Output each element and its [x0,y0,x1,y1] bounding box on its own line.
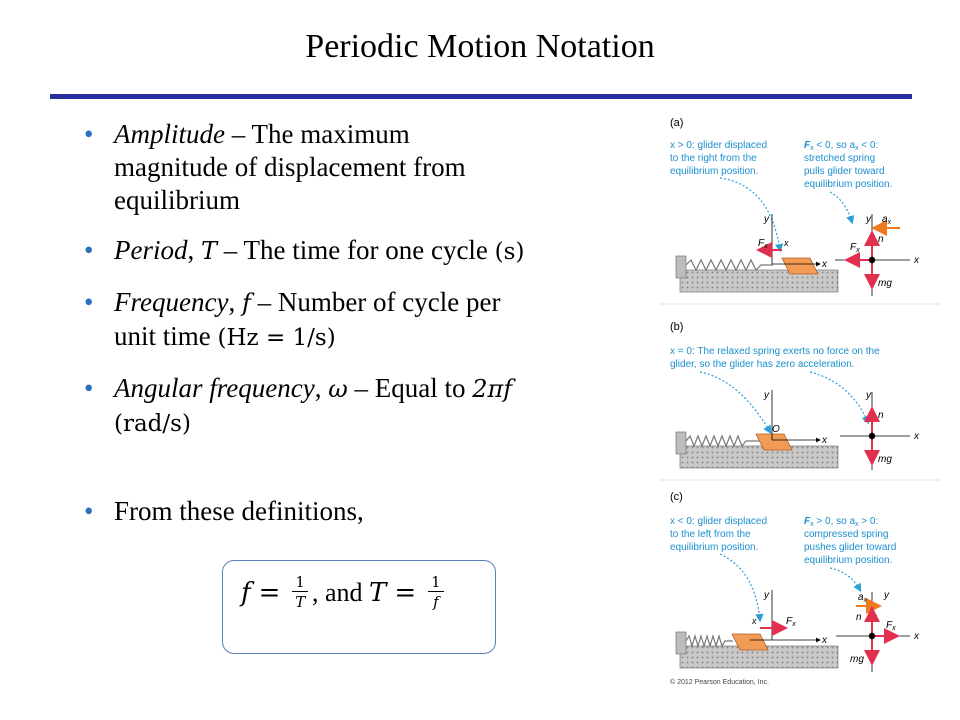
panel-c-fbd-x-label: x [914,631,919,642]
panel-a-note-left-3: equilibrium position. [670,166,759,177]
panel-a-n-label: n [878,234,884,245]
panel-c-fbd-fx-label: $F_x$ [886,620,896,632]
panel-b-fbd-x-label: x [914,431,919,442]
amplitude-def-2: magnitude of displacement from [114,152,466,182]
fraction-1-over-T [292,573,308,612]
panel-a-note-left-1: x > 0: glider displaced [670,140,768,151]
panel-a-fbd-fx-label: $F_x$ [850,242,860,254]
panel-a-note-right-2: stretched spring [804,153,876,164]
formula-T: T [369,577,387,608]
formula-equals-2: = [394,577,417,608]
panel-c-spring [686,636,733,646]
bullet-definitions [84,495,644,528]
panel-c-x-label: x [822,635,827,646]
panel-b-label: (b) [670,321,684,333]
formula-f: f [241,577,251,608]
frequency-def-2: unit time [114,321,218,351]
term-frequency: Frequency [114,287,229,317]
panel-a-wall [676,256,686,278]
panel-a-callout-right [830,192,852,222]
panel-b-y-label: y [764,390,769,401]
panel-b-note-1: x = 0: The relaxed spring exerts no force on the [670,346,880,357]
definitions-text: From these definitions, [114,496,364,526]
panel-c-note-left-3: equilibrium position. [670,542,759,553]
bullet-angular-frequency: • Angular frequency, ω – Equal to 2πf (rad/s) [84,372,644,441]
period-unit: (s) [494,239,525,265]
panel-c-note-right-4: equilibrium position. [804,555,893,566]
symbol-period: T [201,237,218,265]
panel-a-callout-left [720,178,780,250]
term-angular-frequency: Angular frequency [114,373,315,403]
amplitude-def-1: – The maximum [224,119,410,149]
formula-equals-1: = [258,577,281,608]
panel-c-wall [676,632,686,654]
panel-a-ax-label: $a_x$ [882,214,892,226]
formula-and: , and [311,577,370,607]
panel-b-callout-right [810,372,868,422]
panel-b-track [680,446,838,468]
formula-box [222,560,496,654]
panel-c-displacement-label: x [752,616,757,626]
panel-c-note-right-2: compressed spring [804,529,889,540]
panel-a-fbd-x-label: x [914,255,919,266]
panel-b-spring [686,436,766,446]
slide-title: Periodic Motion Notation [305,28,655,65]
glider-spring-figure [660,110,940,688]
panel-b-mg-label: mg [878,454,892,465]
panel-c-note-left-1: x < 0: glider displaced [670,516,768,527]
title-divider [50,94,912,99]
panel-a-note-right-1: $F_x < 0$, so $a_x < 0$: [804,140,879,152]
panel-c-callout-left [720,554,760,620]
panel-a-spring [686,260,773,270]
panel-a-y-label: y [764,214,769,225]
fraction-1-numerator: 1 [292,573,308,592]
panel-c-mg-label: mg [850,654,864,665]
angular-def: – Equal to [347,373,473,403]
panel-a-note-left-2: to the right from the [670,153,757,164]
fraction-1-over-f [428,573,444,612]
fraction-2-denominator: f [433,593,439,611]
panel-a-fbd-point [869,257,875,263]
fraction-2-numerator: 1 [428,573,444,592]
bullet-amplitude [84,118,644,217]
panel-a [670,117,920,296]
panel-a-fbd-y-label: y [866,214,871,225]
panel-b-callout-left [700,372,770,432]
panel-c-label: (c) [670,491,683,503]
panel-a-mg-label: mg [878,278,892,289]
panel-c [670,491,920,672]
figure-copyright: © 2012 Pearson Education, Inc. [670,679,769,686]
panel-c-fbd-y-label: y [884,590,889,601]
term-amplitude: Amplitude [114,119,225,149]
frequency-def: – Number of cycle per [250,287,501,317]
panel-c-fx-label: $F_x$ [786,616,796,628]
panel-a-note-right-4: equilibrium position. [804,179,893,190]
symbol-frequency: f [241,289,251,317]
panel-b-note-2: glider, so the glider has zero acceleration. [670,359,855,370]
panel-c-callout-right [830,568,860,590]
panel-c-n-label: n [856,612,862,623]
panel-c-note-right-1: $F_x > 0$, so $a_x > 0$: [804,516,879,528]
panel-c-note-left-2: to the left from the [670,529,751,540]
angular-unit: (rad/s) [114,411,191,437]
panel-b-origin-label: O [772,424,780,435]
panel-b-fbd-y-label: y [866,390,871,401]
symbol-omega: ω [328,375,348,403]
panel-c-note-right-3: pushes glider toward [804,542,897,553]
amplitude-def-3: equilibrium [114,185,240,215]
fraction-1-denominator: T [295,593,306,611]
panel-a-label: (a) [670,117,684,129]
panel-b [670,321,920,470]
panel-c-fbd-point [869,633,875,639]
panel-a-displacement-label: x [784,238,789,248]
bullet-frequency: • Frequency, f – Number of cycle per unit time (Hz = 1/s) [84,286,644,355]
panel-b-n-label: n [878,410,884,421]
panel-a-fx-label: $F_x$ [758,238,768,250]
angular-expr: 2πf [472,375,513,403]
panel-a-note-right-3: pulls glider toward [804,166,885,177]
bullet-list [84,118,644,545]
frequency-unit: (Hz = 1/s) [217,325,336,351]
panel-b-wall [676,432,686,454]
period-def: – The time for one cycle [217,235,495,265]
panel-b-fbd-point [869,433,875,439]
panel-b-x-label: x [822,435,827,446]
term-period: Period [114,235,188,265]
formula [241,573,448,612]
panel-a-x-label: x [822,259,827,270]
panel-c-y-label: y [764,590,769,601]
panel-c-ax-label: $a_x$ [858,592,868,604]
bullet-period: • Period, T – The time for one cycle (s) [84,234,644,269]
